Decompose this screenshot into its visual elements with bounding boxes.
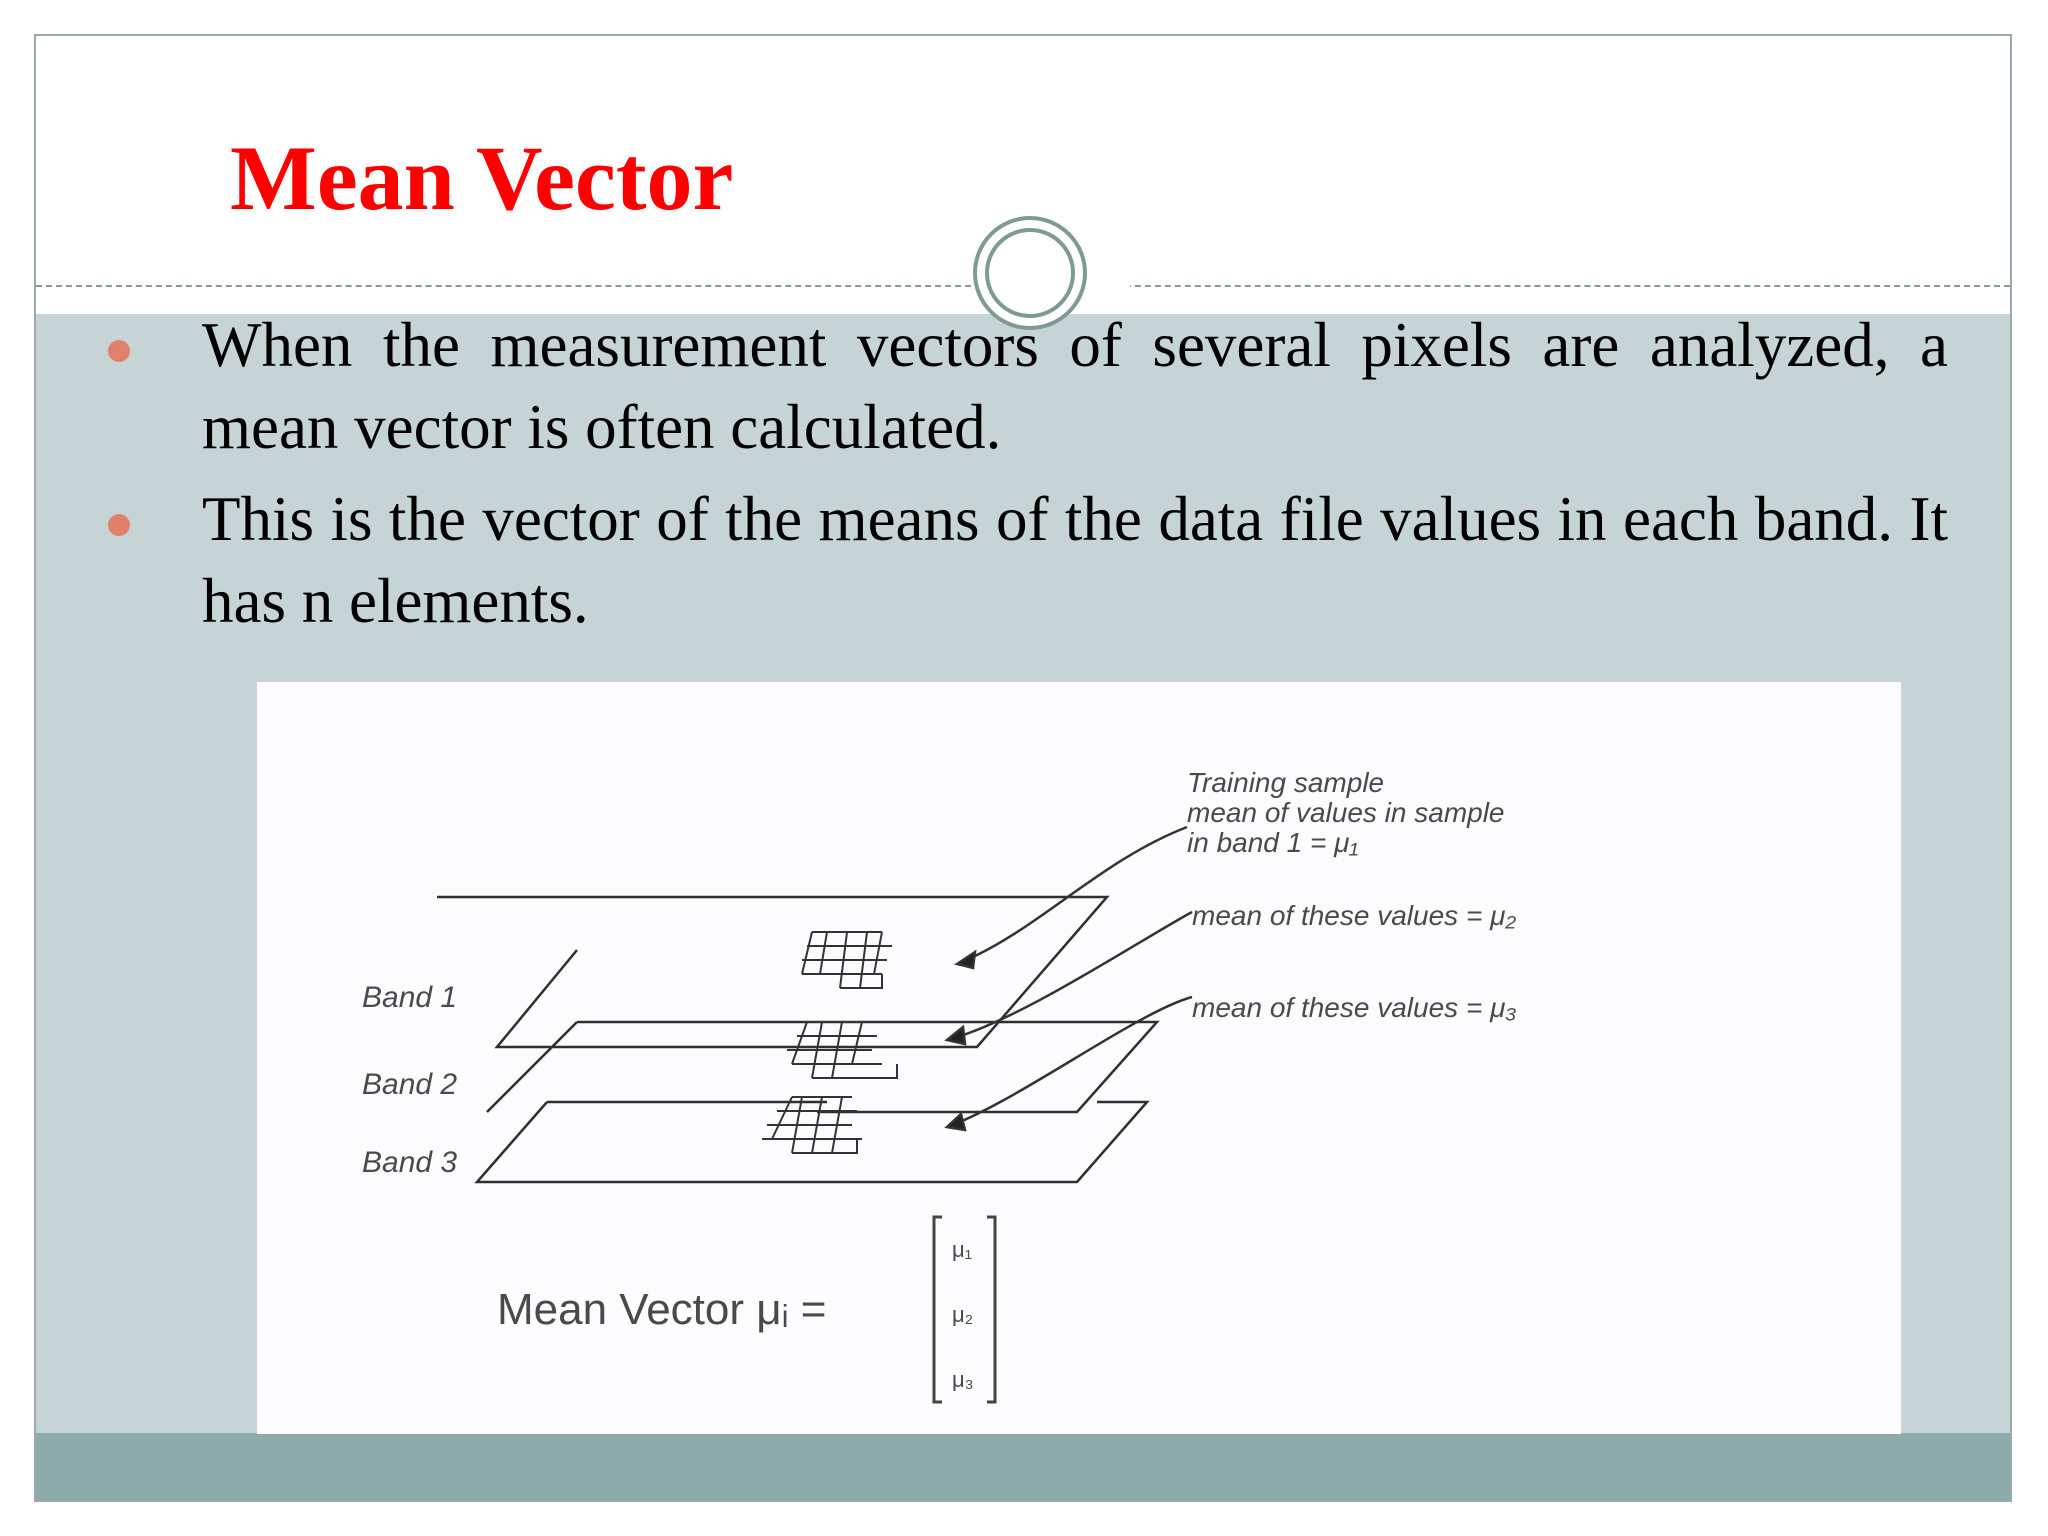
mean-vector-label: Mean Vector μᵢ = — [497, 1285, 827, 1334]
grid-band3 — [762, 1097, 862, 1153]
bullet-dot-icon — [108, 340, 130, 362]
band-label: Band 1 — [362, 981, 458, 1014]
bullet-text: When the measurement vectors of several pixels are analyzed, a mean vector is often calculated. — [202, 310, 1948, 462]
band1-plane — [437, 897, 1107, 1047]
bullet-list — [108, 304, 1948, 652]
footer-band — [36, 1433, 2010, 1502]
vector-element: μ₂ — [952, 1302, 974, 1327]
band-label: Band 2 — [362, 1068, 458, 1101]
annotation-text: mean of values in sample — [1187, 797, 1505, 828]
bullet-item — [108, 304, 1948, 468]
grid-band2 — [787, 1022, 897, 1078]
grid-band1 — [802, 932, 892, 988]
annotation-text: Training sample — [1187, 767, 1385, 798]
band3-plane — [477, 1102, 1147, 1182]
bullet-text: This is the vector of the means of the data file values in each band. It has n elements. — [202, 484, 1948, 636]
annotation-text: in band 1 = μ₁ — [1187, 827, 1359, 858]
bullet-dot-icon — [108, 514, 130, 536]
annotation-arrows — [947, 827, 1192, 1130]
slide-title: Mean Vector — [230, 127, 734, 229]
bullet-item — [108, 478, 1948, 642]
band-label: Band 3 — [362, 1146, 458, 1179]
vector-element: μ₃ — [952, 1367, 974, 1392]
annotation-text: mean of these values = μ₃ — [1192, 992, 1517, 1023]
band-diagram — [257, 682, 1901, 1434]
annotation-text: mean of these values = μ₂ — [1192, 900, 1517, 931]
pixel-grids — [762, 932, 897, 1153]
vector-element: μ₁ — [952, 1237, 973, 1262]
mean-vector-figure — [257, 682, 1901, 1434]
